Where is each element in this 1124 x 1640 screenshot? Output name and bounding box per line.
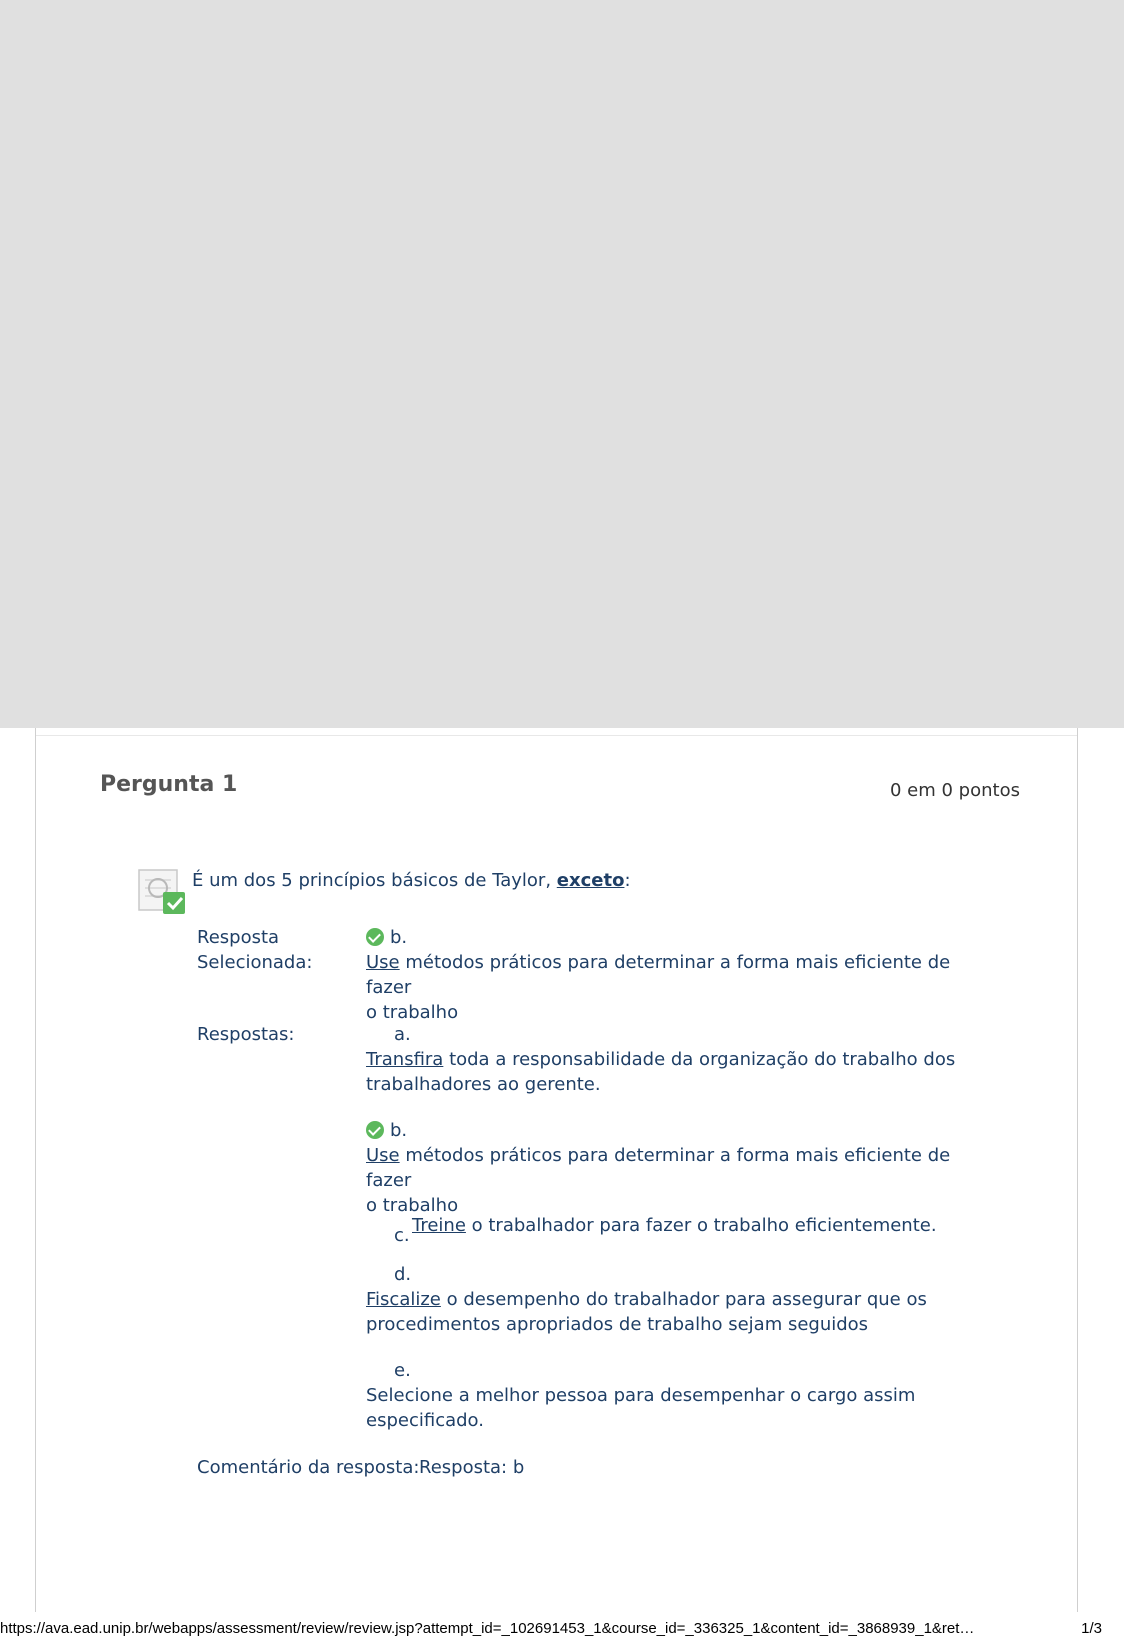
correct-check-icon: [366, 928, 384, 946]
answer-comment-value: Resposta: b: [419, 1457, 525, 1478]
blank-top-area: [0, 0, 1124, 728]
footer-url: https://ava.ead.unip.br/webapps/assessment/review/review.jsp?attempt_id=_102691453_1&course_id=_336325_1&content_id=_3868939_1&ret…: [0, 1620, 975, 1637]
answer-option-b: b. Use métodos práticos para determinar a forma mais eficiente de fazer o trabalho: [366, 1120, 951, 1216]
question-text: É um dos 5 princípios básicos de Taylor, exceto:: [192, 870, 631, 891]
question-points: 0 em 0 pontos: [890, 780, 1020, 801]
question-status-icon: [137, 866, 187, 916]
answer-option-a: a. Transfira toda a responsabilidade da organização do trabalho dos trabalhadores ao gerente.: [366, 1024, 956, 1095]
correct-check-icon: [366, 1121, 384, 1139]
answer-option-c-letter: c.: [394, 1225, 410, 1246]
answers-label: Respostas:: [197, 1024, 295, 1045]
selected-answer: b. Use métodos práticos para determinar a forma mais eficiente de fazer o trabalho: [366, 927, 951, 1023]
answer-option-c: Treine o trabalhador para fazer o trabalho eficientemente.: [412, 1215, 937, 1236]
answer-option-d: d. Fiscalize o desempenho do trabalhador para assegurar que os procedimentos apropriados de trabalho sejam seguidos: [366, 1264, 927, 1335]
answer-option-e: e. Selecione a melhor pessoa para desempenhar o cargo assim especificado.: [366, 1360, 916, 1431]
question-title: Pergunta 1: [100, 772, 238, 797]
answer-comment-label: Comentário da resposta:: [197, 1457, 420, 1478]
question-emphasis: exceto: [556, 870, 625, 891]
footer-page-number: 1/3: [1081, 1620, 1102, 1637]
selected-answer-label: Resposta Selecionada:: [197, 927, 313, 973]
